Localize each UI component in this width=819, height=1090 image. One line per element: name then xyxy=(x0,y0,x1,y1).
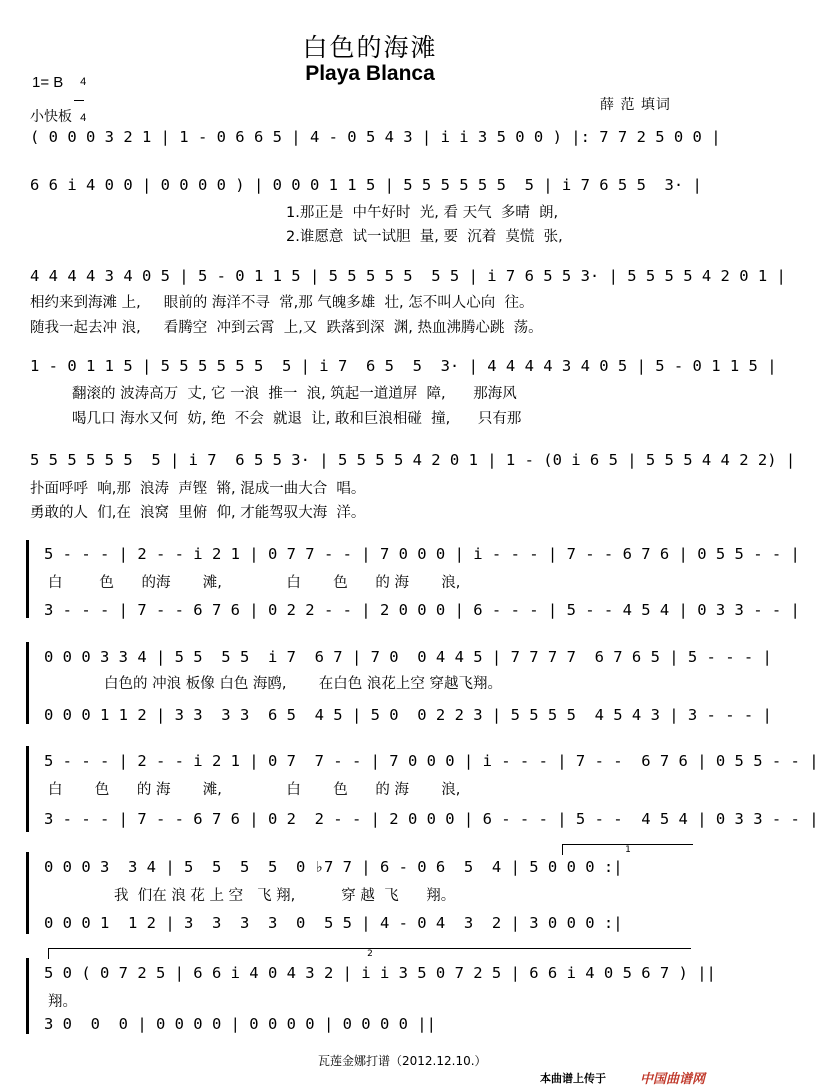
lyric-verse2-line2: 2.谁愿意 试一试胆 量, 要 沉着 莫慌 张, xyxy=(286,229,563,245)
key-signature: 1= B xyxy=(32,74,64,91)
volta-bracket-2: 2 xyxy=(48,948,691,959)
notation-line-6-lower: 3 - - - | 7 - - 6 7 6 | 0 2 2 - - | 2 0 0 0 | 6 - - - | 5 - - 4 5 4 | 0 3 3 - - | xyxy=(44,601,800,619)
volta-bracket-1: 1 xyxy=(562,844,693,855)
part-brace xyxy=(26,958,39,1034)
part-brace xyxy=(26,852,39,934)
meter-divider xyxy=(74,100,84,101)
meter-top: 4 xyxy=(80,76,87,88)
notation-line-5: 5 5 5 5 5 5 5 | i 7 6 5 5 3· | 5 5 5 5 4 2 0 1 | 1 - (0 i 6 5 | 5 5 5 4 4 2 2) | xyxy=(30,451,796,469)
lyric-line-6: 白 色 的海 滩, 白 色 的 海 浪, xyxy=(48,575,461,591)
notation-line-8-lower: 3 - - - | 7 - - 6 7 6 | 0 2 2 - - | 2 0 0 0 | 6 - - - | 5 - - 4 5 4 | 0 3 3 - - | xyxy=(44,810,819,828)
notation-line-3: 4 4 4 4 3 4 0 5 | 5 - 0 1 1 5 | 5 5 5 5 5 5 5 | i 7 6 5 5 3· | 5 5 5 5 4 2 0 1 | xyxy=(30,267,786,285)
song-title-english: Playa Blanca xyxy=(305,62,435,85)
lyricist-credit: 薛 范 填词 xyxy=(600,97,671,113)
lyric-line-9: 我 们在 浪 花 上 空 飞 翔, 穿 越 飞 翔。 xyxy=(114,888,456,904)
lyric-line-8: 白 色 的 海 滩, 白 色 的 海 浪, xyxy=(48,782,461,798)
lyric-verse2-line4: 喝几口 海水又何 妨, 绝 不会 就退 让, 敢和巨浪相碰 撞, 只有那 xyxy=(72,411,522,427)
notation-line-10-upper: 5 0 ( 0 7 2 5 | 6 6 i 4 0 4 3 2 | i i 3 5 0 7 2 5 | 6 6 i 4 0 5 6 7 ) || xyxy=(44,964,716,982)
part-brace xyxy=(26,540,39,618)
part-brace xyxy=(26,642,39,724)
notation-line-1: ( 0 0 0 3 2 1 | 1 - 0 6 6 5 | 4 - 0 5 4 3 | i i 3 5 0 0 ) |: 7 7 2 5 0 0 | xyxy=(30,128,721,146)
notation-line-4: 1 - 0 1 1 5 | 5 5 5 5 5 5 5 | i 7 6 5 5 3· | 4 4 4 4 3 4 0 5 | 5 - 0 1 1 5 | xyxy=(30,357,777,375)
notation-line-6-upper: 5 - - - | 2 - - i 2 1 | 0 7 7 - - | 7 0 0 0 | i - - - | 7 - - 6 7 6 | 0 5 5 - - | xyxy=(44,545,800,563)
meter-bottom: 4 xyxy=(80,112,87,124)
notation-line-10-lower: 3 0 0 0 | 0 0 0 0 | 0 0 0 0 | 0 0 0 0 || xyxy=(44,1015,436,1033)
lyric-verse1-line3: 相约来到海滩 上, 眼前的 海洋不寻 常,那 气魄多雄 壮, 怎不叫人心向 往。 xyxy=(30,295,534,311)
lyric-verse1-line5: 扑面呼呼 响,那 浪涛 声铿 锵, 混成一曲大合 唱。 xyxy=(30,481,366,497)
lyric-line-7: 白色的 冲浪 板像 白色 海鸥, 在白色 浪花上空 穿越飞翔。 xyxy=(104,676,503,692)
notation-line-8-upper: 5 - - - | 2 - - i 2 1 | 0 7 7 - - | 7 0 0 0 | i - - - | 7 - - 6 7 6 | 0 5 5 - - | xyxy=(44,752,819,770)
time-signature xyxy=(74,66,87,124)
site-logo: 中国曲谱网 xyxy=(640,1072,706,1087)
transcriber-credit: 瓦莲金娜打谱（2012.12.10.） xyxy=(318,1054,487,1068)
lyric-verse1-line4: 翻滚的 波涛高万 丈, 它 一浪 推一 浪, 筑起一道道屏 障, 那海风 xyxy=(72,386,517,402)
notation-line-7-lower: 0 0 0 1 1 2 | 3 3 3 3 6 5 4 5 | 5 0 0 2 2 3 | 5 5 5 5 4 5 4 3 | 3 - - - | xyxy=(44,706,772,724)
lyric-verse1-line2: 1.那正是 中午好时 光, 看 天气 多晴 朗, xyxy=(286,205,559,221)
part-brace xyxy=(26,746,39,832)
notation-line-9-lower: 0 0 0 1 1 2 | 3 3 3 3 0 5 5 | 4 - 0 4 3 2 | 3 0 0 0 :| xyxy=(44,914,623,932)
song-title-chinese: 白色的海滩 xyxy=(302,33,438,62)
lyric-verse2-line5: 勇敢的人 们,在 浪窝 里俯 仰, 才能驾驭大海 洋。 xyxy=(30,505,366,521)
notation-line-9-upper: 0 0 0 3 3 4 | 5 5 5 5 0 ♭7 7 | 6 - 0 6 5 4 | 5 0 0 0 :| xyxy=(44,858,623,876)
notation-line-7-upper: 0 0 0 3 3 4 | 5 5 5 5 i 7 6 7 | 7 0 0 4 4 5 | 7 7 7 7 6 7 6 5 | 5 - - - | xyxy=(44,648,772,666)
notation-line-2: 6 6 i 4 0 0 | 0 0 0 0 ) | 0 0 0 1 1 5 | 5 5 5 5 5 5 5 | i 7 6 5 5 3· | xyxy=(30,176,702,194)
tempo-marking: 小快板 xyxy=(30,109,72,125)
lyric-verse2-line3: 随我一起去冲 浪, 看腾空 冲到云霄 上,又 跌落到深 渊, 热血沸腾心跳 荡。 xyxy=(30,320,543,336)
upload-source-text: 本曲谱上传于 xyxy=(540,1072,606,1085)
lyric-line-10: 翔。 xyxy=(48,994,77,1010)
